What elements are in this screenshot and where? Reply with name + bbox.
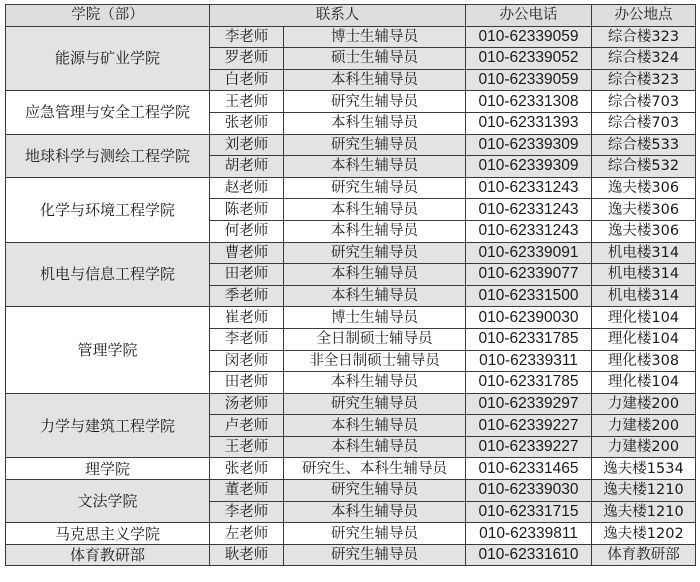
contact-name-cell: 田老师 <box>210 264 284 286</box>
phone-cell: 010-62339309 <box>466 134 592 156</box>
phone-cell: 010-62339227 <box>466 436 592 458</box>
location-cell: 逸夫楼1202 <box>592 523 696 545</box>
location-cell: 逸夫楼306 <box>592 177 696 199</box>
contact-role-cell: 本科生辅导员 <box>284 372 466 394</box>
contact-role-cell: 本科生辅导员 <box>284 156 466 178</box>
contact-role-cell: 博士生辅导员 <box>284 26 466 48</box>
contact-role-cell: 本科生辅导员 <box>284 436 466 458</box>
location-cell: 综合楼703 <box>592 112 696 134</box>
college-cell: 文法学院 <box>6 480 210 523</box>
phone-cell: 010-62331785 <box>466 328 592 350</box>
contact-name-cell: 白老师 <box>210 69 284 91</box>
contact-name-cell: 陈老师 <box>210 199 284 221</box>
contact-role-cell: 研究生辅导员 <box>284 134 466 156</box>
contact-name-cell: 胡老师 <box>210 156 284 178</box>
phone-cell: 010-62331500 <box>466 285 592 307</box>
contact-role-cell: 本科生辅导员 <box>284 69 466 91</box>
location-cell: 理化楼104 <box>592 372 696 394</box>
contact-name-cell: 崔老师 <box>210 307 284 329</box>
phone-cell: 010-62339052 <box>466 48 592 70</box>
phone-cell: 010-62339091 <box>466 242 592 264</box>
contact-role-cell: 本科生辅导员 <box>284 220 466 242</box>
contact-table <box>5 4 696 566</box>
contact-name-cell: 张老师 <box>210 458 284 480</box>
header-phone: 办公电话 <box>466 5 592 27</box>
contact-role-cell: 研究生辅导员 <box>284 544 466 566</box>
contact-name-cell: 王老师 <box>210 91 284 113</box>
contact-name-cell: 李老师 <box>210 26 284 48</box>
college-cell: 化学与环境工程学院 <box>6 177 210 242</box>
table-row <box>6 242 696 264</box>
contact-role-cell: 研究生辅导员 <box>284 393 466 415</box>
phone-cell: 010-62331785 <box>466 372 592 394</box>
location-cell: 体育教研部 <box>592 544 696 566</box>
header-college: 学院（部） <box>6 5 210 27</box>
college-cell: 应急管理与安全工程学院 <box>6 91 210 134</box>
contact-name-cell: 季老师 <box>210 285 284 307</box>
phone-cell: 010-62339077 <box>466 264 592 286</box>
contact-name-cell: 卢老师 <box>210 415 284 437</box>
location-cell: 逸夫楼306 <box>592 199 696 221</box>
contact-role-cell: 本科生辅导员 <box>284 415 466 437</box>
table-row <box>6 91 696 113</box>
location-cell: 综合楼533 <box>592 134 696 156</box>
contact-name-cell: 汤老师 <box>210 393 284 415</box>
location-cell: 力建楼200 <box>592 436 696 458</box>
contact-name-cell: 耿老师 <box>210 544 284 566</box>
header-contact: 联系人 <box>210 5 466 27</box>
location-cell: 理化楼104 <box>592 307 696 329</box>
college-cell: 能源与矿业学院 <box>6 26 210 91</box>
contact-role-cell: 研究生辅导员 <box>284 177 466 199</box>
table-row <box>6 177 696 199</box>
location-cell: 机电楼314 <box>592 242 696 264</box>
phone-cell: 010-62331243 <box>466 220 592 242</box>
location-cell: 理化楼308 <box>592 350 696 372</box>
contact-role-cell: 全日制硕士辅导员 <box>284 328 466 350</box>
table-row <box>6 544 696 566</box>
phone-cell: 010-62339811 <box>466 523 592 545</box>
location-cell: 综合楼703 <box>592 91 696 113</box>
contact-name-cell: 赵老师 <box>210 177 284 199</box>
phone-cell: 010-62331465 <box>466 458 592 480</box>
location-cell: 力建楼200 <box>592 393 696 415</box>
phone-cell: 010-62339059 <box>466 69 592 91</box>
contact-name-cell: 李老师 <box>210 501 284 523</box>
contact-role-cell: 博士生辅导员 <box>284 307 466 329</box>
location-cell: 力建楼200 <box>592 415 696 437</box>
contact-role-cell: 研究生辅导员 <box>284 523 466 545</box>
phone-cell: 010-62331308 <box>466 91 592 113</box>
contact-role-cell: 本科生辅导员 <box>284 112 466 134</box>
table-row <box>6 26 696 48</box>
phone-cell: 010-62339297 <box>466 393 592 415</box>
location-cell: 机电楼314 <box>592 285 696 307</box>
table-row <box>6 480 696 502</box>
header-row <box>6 5 696 27</box>
phone-cell: 010-62339059 <box>466 26 592 48</box>
location-cell: 综合楼323 <box>592 69 696 91</box>
contact-name-cell: 董老师 <box>210 480 284 502</box>
phone-cell: 010-62331243 <box>466 177 592 199</box>
location-cell: 逸夫楼1210 <box>592 480 696 502</box>
phone-cell: 010-62331243 <box>466 199 592 221</box>
location-cell: 综合楼323 <box>592 26 696 48</box>
contact-role-cell: 本科生辅导员 <box>284 199 466 221</box>
location-cell: 综合楼324 <box>592 48 696 70</box>
contact-name-cell: 张老师 <box>210 112 284 134</box>
contact-name-cell: 罗老师 <box>210 48 284 70</box>
contact-role-cell: 本科生辅导员 <box>284 501 466 523</box>
table-row <box>6 393 696 415</box>
phone-cell: 010-62331610 <box>466 544 592 566</box>
phone-cell: 010-62339311 <box>466 350 592 372</box>
table-row <box>6 458 696 480</box>
college-cell: 理学院 <box>6 458 210 480</box>
phone-cell: 010-62339030 <box>466 480 592 502</box>
location-cell: 机电楼314 <box>592 264 696 286</box>
college-cell: 马克思主义学院 <box>6 523 210 545</box>
contact-name-cell: 闵老师 <box>210 350 284 372</box>
location-cell: 逸夫楼1534 <box>592 458 696 480</box>
phone-cell: 010-62331393 <box>466 112 592 134</box>
college-cell: 地球科学与测绘工程学院 <box>6 134 210 177</box>
college-cell: 管理学院 <box>6 307 210 393</box>
contact-name-cell: 曹老师 <box>210 242 284 264</box>
college-cell: 体育教研部 <box>6 544 210 566</box>
contact-name-cell: 左老师 <box>210 523 284 545</box>
table-body <box>6 26 696 566</box>
contact-name-cell: 王老师 <box>210 436 284 458</box>
contact-role-cell: 本科生辅导员 <box>284 285 466 307</box>
contact-name-cell: 刘老师 <box>210 134 284 156</box>
table-row <box>6 307 696 329</box>
table-row <box>6 523 696 545</box>
location-cell: 综合楼532 <box>592 156 696 178</box>
location-cell: 逸夫楼306 <box>592 220 696 242</box>
location-cell: 理化楼104 <box>592 328 696 350</box>
table-row <box>6 134 696 156</box>
college-cell: 机电与信息工程学院 <box>6 242 210 307</box>
contact-role-cell: 研究生、本科生辅导员 <box>284 458 466 480</box>
contact-role-cell: 研究生辅导员 <box>284 242 466 264</box>
contact-role-cell: 研究生辅导员 <box>284 91 466 113</box>
contact-role-cell: 本科生辅导员 <box>284 264 466 286</box>
location-cell: 逸夫楼1210 <box>592 501 696 523</box>
phone-cell: 010-62390030 <box>466 307 592 329</box>
contact-role-cell: 非全日制硕士辅导员 <box>284 350 466 372</box>
phone-cell: 010-62339227 <box>466 415 592 437</box>
phone-cell: 010-62331715 <box>466 501 592 523</box>
college-cell: 力学与建筑工程学院 <box>6 393 210 458</box>
contact-role-cell: 研究生辅导员 <box>284 480 466 502</box>
header-location: 办公地点 <box>592 5 696 27</box>
phone-cell: 010-62339309 <box>466 156 592 178</box>
contact-role-cell: 硕士生辅导员 <box>284 48 466 70</box>
contact-name-cell: 田老师 <box>210 372 284 394</box>
contact-name-cell: 何老师 <box>210 220 284 242</box>
contact-name-cell: 李老师 <box>210 328 284 350</box>
